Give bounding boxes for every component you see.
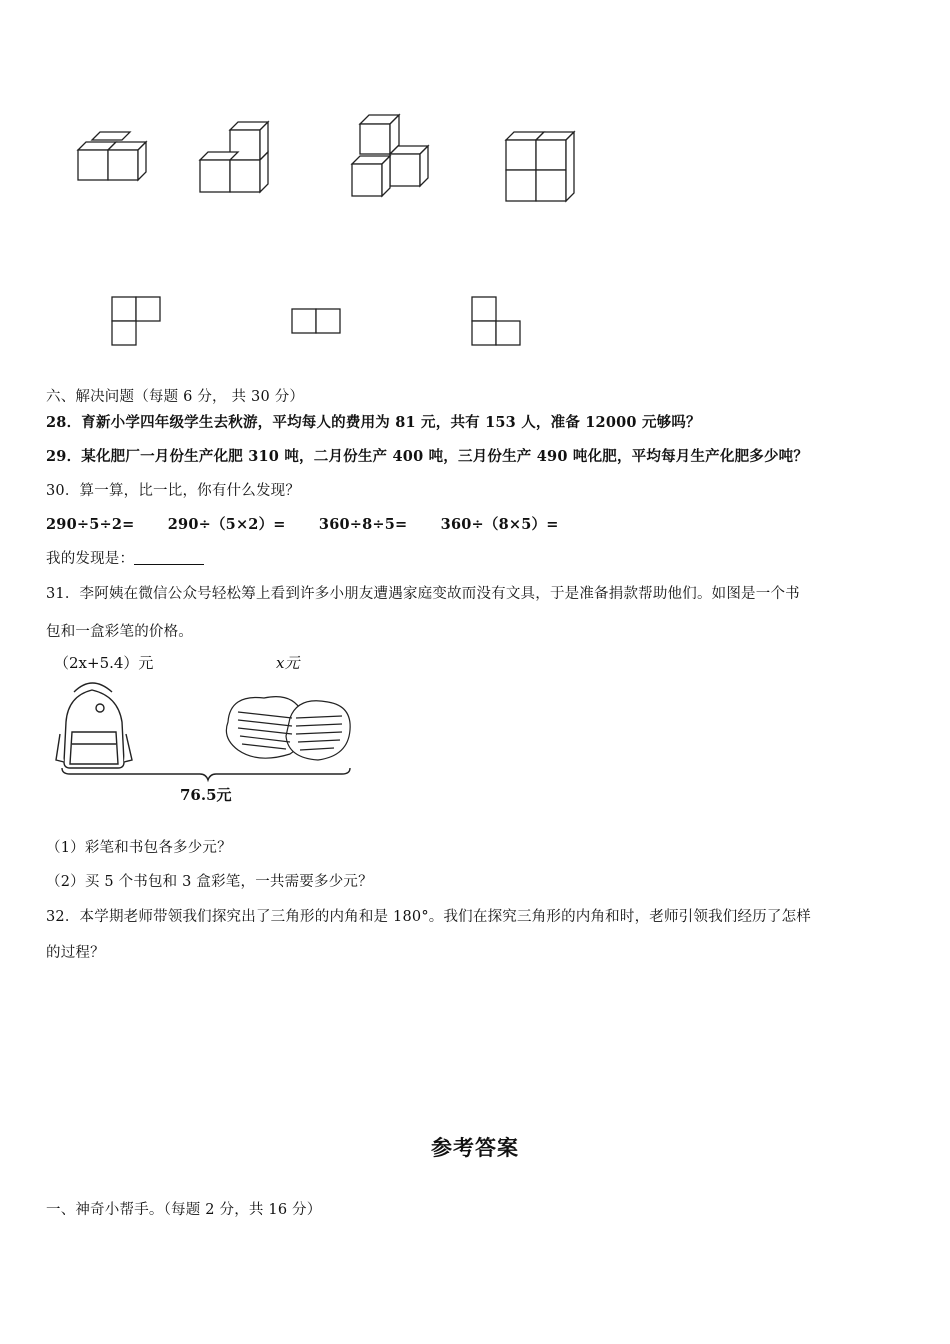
calc-2: 290÷（5×2）= (167, 516, 286, 533)
backpack-icon (56, 683, 132, 768)
section-heading: 六、解决问题（每题 6 分， 共 30 分） (46, 389, 305, 405)
view-figure-1 (110, 295, 166, 349)
backpack-price: （2x+5.4）元 (54, 654, 154, 672)
finding-blank (134, 550, 204, 565)
cube-figure-1 (70, 130, 160, 200)
total-bracket (62, 768, 350, 780)
calc-4: 360÷（8×5）= (440, 516, 559, 533)
view-figure-2 (290, 307, 346, 337)
pens-box-icon (226, 697, 350, 760)
cube-figure-4 (500, 124, 590, 208)
cube-figure-2 (192, 118, 282, 198)
question-32-line2: 的过程？ (46, 945, 105, 961)
question-31-line2: 包和一盒彩笔的价格。 (46, 624, 193, 640)
calc-1: 290÷5÷2= (46, 516, 135, 533)
question-29: 29．某化肥厂一月份生产化肥 310 吨，二月份生产 400 吨，三月份生产 490 吨化肥，平均每月生产化肥多少吨？ (46, 448, 809, 465)
finding-line (46, 547, 204, 568)
finding-label: 我的发现是： (46, 551, 135, 567)
price-illustration (52, 652, 362, 812)
total-price: 76.5元 (180, 786, 232, 804)
question-32-line1: 32．本学期老师带领我们探究出了三角形的内角和是 180°。我们在探究三角形的内角和时，老师引领我们经历了怎样 (46, 909, 811, 925)
question-30: 30．算一算，比一比，你有什么发现？ (46, 483, 301, 499)
question-31-line1: 31．李阿姨在微信公众号轻松筹上看到许多小朋友遭遇家庭变故而没有文具，于是准备捐款帮助他们。如图是一个书 (46, 586, 800, 602)
answer-section-1: 一、神奇小帮手。（每题 2 分，共 16 分） (46, 1202, 322, 1218)
calc-3: 360÷8÷5= (318, 516, 408, 533)
question-28: 28．育新小学四年级学生去秋游，平均每人的费用为 81 元，共有 153 人，准备 12000 元够吗？ (46, 414, 701, 431)
question-31-sub2: （2）买 5 个书包和 3 盒彩笔，一共需要多少元？ (46, 874, 373, 890)
view-figure-3 (470, 295, 526, 349)
question-31-sub1: （1）彩笔和书包各多少元？ (46, 840, 232, 856)
pens-price: x元 (276, 654, 300, 672)
cube-figure-3 (344, 110, 439, 200)
answer-title: 参考答案 (431, 1135, 519, 1160)
question-30-calcs (46, 513, 587, 534)
